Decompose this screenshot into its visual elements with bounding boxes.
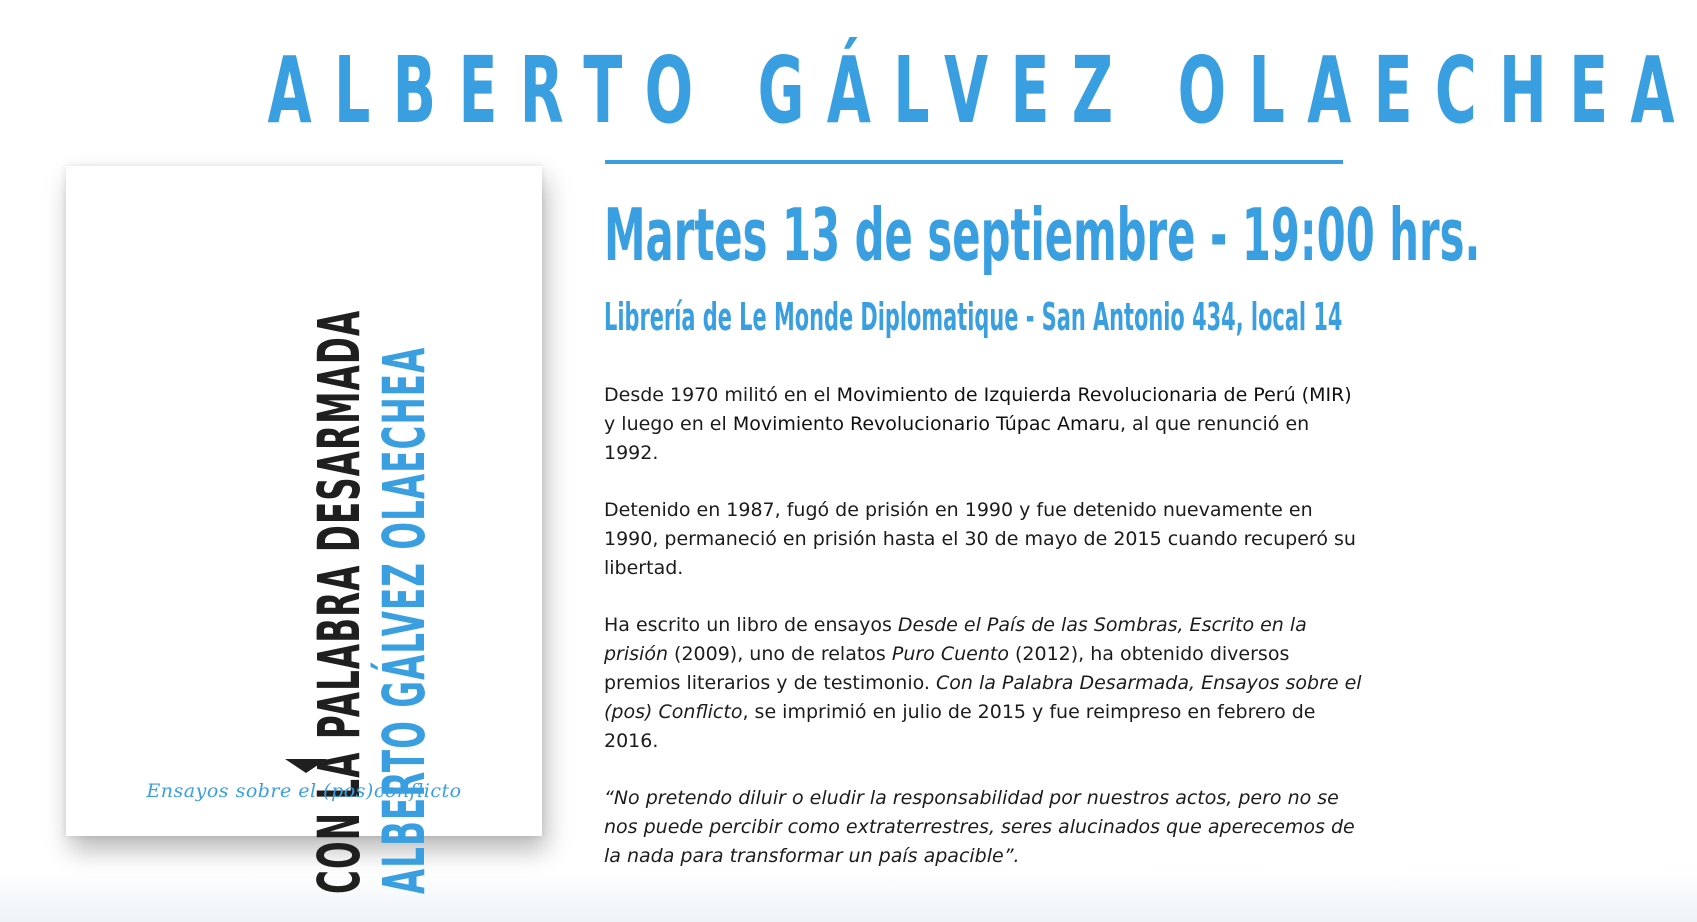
bio-text: y luego en el — [604, 413, 733, 435]
bio-org-mrta: Movimiento Revolucionario Túpac Amaru — [732, 413, 1120, 435]
bio-paragraph-1 — [604, 381, 1364, 468]
triangle-down-icon — [285, 759, 327, 773]
bio-text: Ha escrito un libro de ensayos — [604, 614, 898, 636]
bio-text: , se imprimió en julio de 2015 y fue reimpreso en febrero de 2016. — [604, 701, 1316, 752]
bio-book-title: Con la Palabra Desarmada, Ensayos sobre el (pos) Conflicto — [604, 672, 1362, 723]
author-heading: ALBERTO GÁLVEZ OLAECHEA — [267, 37, 1697, 144]
bio-book-title: Desde el País de las Sombras, Escrito en la prisión — [604, 614, 1307, 665]
book-title: CON LA PALABRA DESARMADA — [305, 309, 373, 894]
author-bio — [604, 381, 1364, 899]
bio-text: (2009), uno de relatos — [668, 643, 892, 665]
bio-paragraph-3 — [604, 611, 1364, 756]
bio-org-mir: Movimiento de Izquierda Revolucionaria de Perú (MIR) — [836, 384, 1352, 406]
book-subtitle: Ensayos sobre el (pos)conflicto — [146, 780, 462, 802]
event-venue: Librería de Le Monde Diplomatique - San Antonio 434, local 14 — [604, 295, 1343, 339]
book-cover — [66, 166, 542, 895]
bio-text: Desde 1970 militó en el — [604, 384, 837, 406]
book-author: ALBERTO GÁLVEZ OLAECHEA — [370, 346, 438, 895]
bio-book-title: Puro Cuento — [891, 643, 1009, 665]
event-date-time: Martes 13 de septiembre - 19:00 hrs. — [604, 193, 1481, 277]
bio-text: (2012), ha obtenido diversos premios literarios y de testimonio. — [604, 643, 1290, 694]
divider-rule — [605, 160, 1343, 164]
bio-paragraph-2: Detenido en 1987, fugó de prisión en 1990 y fue detenido nuevamente en 1990, permaneció en prisión hasta el 30 de mayo de 2015 cuando recuperó su libertad. — [604, 499, 1356, 579]
bio-quote: “No pretendo diluir o eludir la responsabilidad por nuestros actos, pero no se nos puede percibir como extraterrestres, seres alucinados que aperecemos de la nada para transformar un país apacible”. — [604, 787, 1355, 867]
bio-text: , al que renunció en 1992. — [604, 413, 1310, 464]
